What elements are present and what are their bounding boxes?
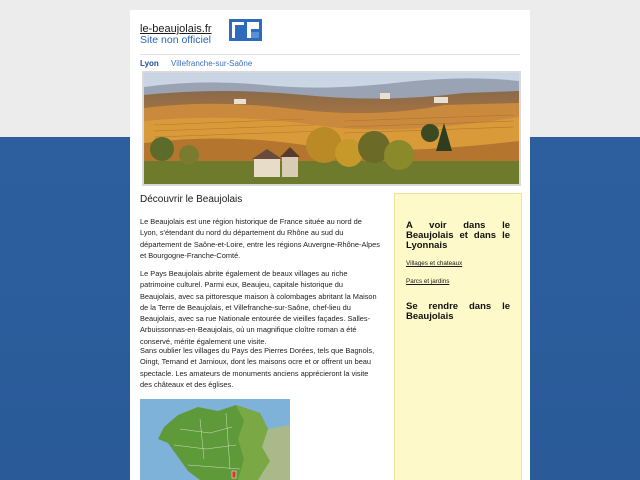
page-title: Découvrir le Beaujolais: [140, 194, 243, 205]
sidebar-heading-getting-there: Se rendre dans le Beaujolais: [406, 301, 510, 322]
nav-item-villefranche[interactable]: Villefranche-sur-Saône: [171, 59, 253, 68]
paragraph-pierres-dorees: Sans oublier les villages du Pays des Pierres Dorées, tels que Bagnols, Oingt, Ternand et Jarnioux, dont les maisons ocre et or offrent un beau spectacle. Les amateurs de monuments anciens apprécieront la visite des châteaux et des églises.: [140, 346, 375, 389]
nav-item-lyon[interactable]: Lyon: [140, 59, 159, 68]
page-container: [130, 10, 530, 480]
site-subtitle: Site non officiel: [140, 34, 212, 46]
sidebar-link-parcs-jardins[interactable]: Parcs et jardins: [406, 278, 450, 285]
top-nav: [140, 59, 262, 68]
hero-banner-image: [142, 71, 521, 186]
sidebar-link-villages-chateaux[interactable]: Villages et chateaux: [406, 260, 463, 267]
france-map-image: [140, 399, 290, 480]
site-home-link[interactable]: le-beaujolais.fr: [140, 23, 212, 35]
sidebar-panel: [394, 193, 522, 480]
paragraph-villages: Le Pays Beaujolais abrite également de beaux villages au riche patrimoine culturel. Parmi eux, Beaujeu, capitale historique du Beaujolais, avec sa pittoresque maison à colombages abritant la Maison de la Terre de Beaujolais, et Villefranche-sur-Saône, chef-lieu du Beaujolais, avec sa rue Nationale entourée de vieilles façades. Salles-Arbuissonnas-en-Beaujolais, où un magnifique cloître roman a été conservé, mérite également une visite.: [140, 269, 377, 346]
site-logo-icon[interactable]: [229, 19, 262, 41]
paragraph-intro: Le Beaujolais est une région historique de France située au nord de Lyon, s'étendant du nord du département du Rhône au sud du département de Saône-et-Loire, entre les régions Auvergne-Rhône-Alpes et Bourgogne-Franche-Comté.: [140, 217, 380, 260]
sidebar-heading-to-see: A voir dans le Beaujolais et dans le Lyonnais: [406, 220, 510, 251]
header-divider: [140, 54, 520, 55]
